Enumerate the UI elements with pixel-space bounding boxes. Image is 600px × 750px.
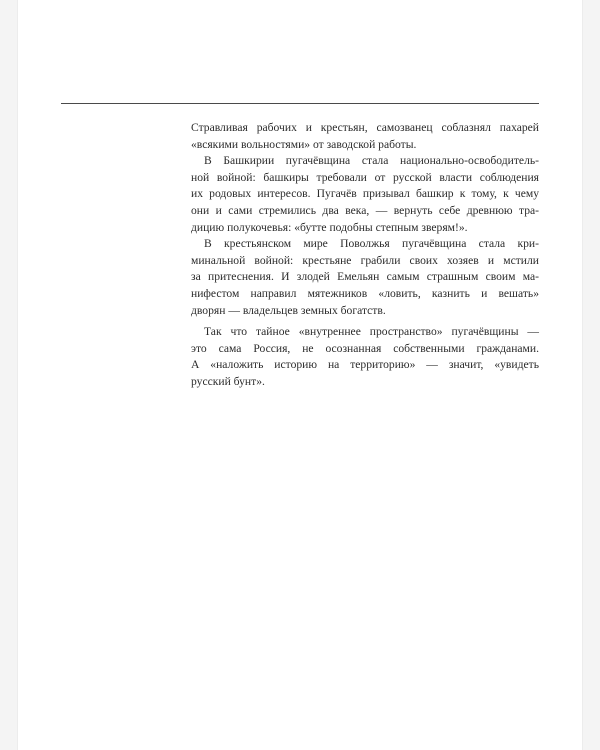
text-line: они и сами стремились два века, — вернуть себе древнюю тра- <box>191 203 539 217</box>
text-line: русский бунт». <box>191 374 265 388</box>
text-line: это сама Россия, не осознанная собственными гражданами. <box>191 341 539 355</box>
text-line: Стравливая рабочих и крестьян, самозванец соблазнял пахарей <box>191 121 539 134</box>
text-line: нифестом направил мятежников «ловить, казнить и вешать» <box>191 286 539 300</box>
text-line: Так что тайное «внутреннее пространство» пугачёвщины — <box>204 325 539 339</box>
text-line: ной войной: башкиры требовали от русской власти соблюдения <box>191 170 539 184</box>
text-line: А «наложить историю на территорию» — значит, «увидеть <box>191 358 539 372</box>
text-line: их родовых интересов. Пугачёв призывал башкир к тому, к чему <box>191 187 539 201</box>
text-line: дворян — владельцев земных богатств. <box>191 303 386 317</box>
text-line: минальной войной: крестьяне грабили своих хозяев и мстили <box>191 253 539 267</box>
text-line: «всякими вольностями» от заводской работы. <box>191 137 417 151</box>
paragraph-1 <box>191 120 539 153</box>
book-page <box>18 0 582 750</box>
body-text <box>191 120 539 391</box>
text-line: В крестьянском мире Поволжья пугачёвщина стала кри- <box>204 237 539 251</box>
text-line: за притеснения. И злодей Емельян самым страшным своим ма- <box>191 270 539 284</box>
text-line: В Башкирии пугачёвщина стала национально-освободитель- <box>204 154 539 168</box>
text-line: дицию полукочевья: «бутте подобны степным зверям!». <box>191 220 468 234</box>
header-rule <box>61 103 539 104</box>
paragraph-2 <box>191 153 539 236</box>
paragraph-3 <box>191 236 539 319</box>
paragraph-4 <box>191 324 539 390</box>
